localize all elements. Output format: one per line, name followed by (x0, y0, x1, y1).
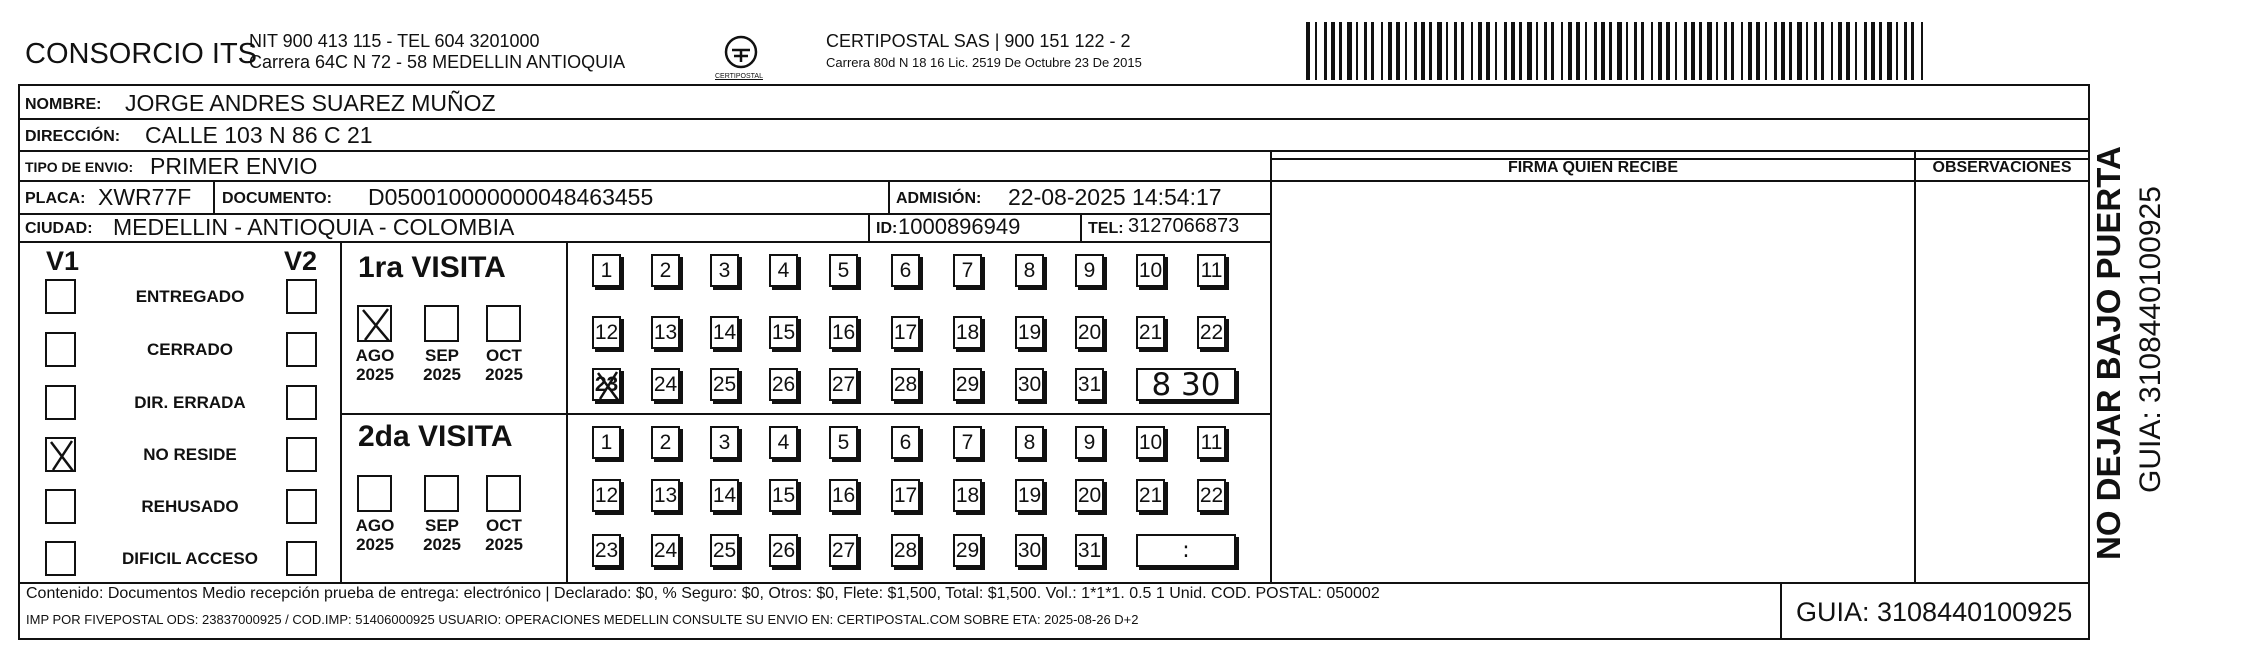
v2-header: V2 (284, 246, 318, 276)
visit1-day-box[interactable]: 2 (651, 254, 680, 287)
tel-value: 3127066873 (1128, 215, 1240, 237)
direccion-label: DIRECCIÓN: (25, 128, 121, 145)
visit2-day-box[interactable]: 31 (1075, 534, 1104, 567)
ciudad-value: MEDELLIN - ANTIOQUIA - COLOMBIA (113, 214, 515, 240)
nombre-value: JORGE ANDRES SUAREZ MUÑOZ (125, 90, 496, 116)
visit2-time-box[interactable]: : (1136, 534, 1236, 567)
v2-checkbox[interactable] (286, 437, 317, 472)
visit1-day-box[interactable]: 15 (769, 316, 798, 349)
visit2-day-box[interactable]: 8 (1015, 426, 1044, 459)
visit2-day-box[interactable]: 9 (1075, 426, 1104, 459)
visit2-day-box[interactable]: 29 (953, 534, 982, 567)
barcode (1306, 22, 1932, 80)
footer-guia: GUIA: 3108440100925 (1796, 597, 2073, 627)
nit-line: NIT 900 413 115 - TEL 604 3201000 (249, 31, 540, 51)
visit1-day-box[interactable]: 13 (651, 316, 680, 349)
visit1-day-box[interactable]: 25 (710, 368, 739, 401)
company-name: CONSORCIO ITS (25, 38, 258, 70)
ciudad-label: CIUDAD: (25, 220, 93, 237)
visit1-day-box[interactable]: 1 (592, 254, 621, 287)
visit2-month-checkbox[interactable] (424, 475, 459, 512)
status-label: CERRADO (147, 340, 233, 359)
visit2-day-box[interactable]: 10 (1136, 426, 1165, 459)
status-label: DIR. ERRADA (134, 393, 246, 412)
v1-checkbox[interactable] (45, 279, 76, 314)
visit1-day-box[interactable]: 19 (1015, 316, 1044, 349)
v1-header: V1 (46, 246, 80, 276)
tipo-envio-value: PRIMER ENVIO (150, 153, 318, 179)
visit2-day-box[interactable]: 7 (953, 426, 982, 459)
visit1-day-box[interactable]: 31 (1075, 368, 1104, 401)
visit1-day-box[interactable]: 8 (1015, 254, 1044, 287)
visit1-day-box[interactable]: 18 (953, 316, 982, 349)
visit2-day-box[interactable]: 27 (829, 534, 858, 567)
v1-checkbox[interactable] (45, 385, 76, 420)
visit2-title: 2da VISITA (358, 420, 513, 453)
visit1-day-box[interactable]: 16 (829, 316, 858, 349)
status-label: DIFICIL ACCESO (121, 549, 258, 568)
v2-checkbox[interactable] (286, 279, 317, 314)
visit1-month-checkbox[interactable] (424, 305, 459, 342)
visit1-day-box[interactable]: 7 (953, 254, 982, 287)
placa-value: XWR77F (98, 184, 192, 210)
tel-label: TEL: (1088, 220, 1124, 237)
admision-value: 22-08-2025 14:54:17 (1008, 184, 1222, 210)
address-line: Carrera 64C N 72 - 58 MEDELLIN ANTIOQUIA (249, 52, 626, 72)
visit2-month-label: SEP 2025 (423, 516, 461, 554)
visit1-day-box[interactable]: 26 (769, 368, 798, 401)
visit2-day-box[interactable]: 15 (769, 479, 798, 512)
visit1-day-box[interactable]: 24 (651, 368, 680, 401)
visit2-day-box[interactable]: 26 (769, 534, 798, 567)
imp-line: IMP POR FIVEPOSTAL ODS: 23837000925 / COD.IMP: 51406000925 USUARIO: OPERACIONES MEDELLIN CONSULTE SU ENVIO EN: CERTIPOSTAL.COM SOBRE ETA: 2025-08-26 D+2 (26, 612, 1139, 627)
documento-value: D050010000000048463455 (368, 184, 654, 210)
visit1-day-box[interactable]: 30 (1015, 368, 1044, 401)
visit2-day-box[interactable]: 20 (1075, 479, 1104, 512)
v2-checkbox[interactable] (286, 541, 317, 576)
visit1-title: 1ra VISITA (358, 251, 506, 284)
visit2-day-box[interactable]: 4 (769, 426, 798, 459)
visit1-day-box[interactable]: 11 (1197, 254, 1226, 287)
status-label: REHUSADO (141, 497, 239, 516)
visit1-day-box[interactable]: 28 (891, 368, 920, 401)
no-dejar-bajo-puerta: NO DEJAR BAJO PUERTA (2090, 146, 2127, 560)
visit1-day-box[interactable]: 14 (710, 316, 739, 349)
visit2-day-box[interactable]: 18 (953, 479, 982, 512)
visit1-day-box[interactable]: 12 (592, 316, 621, 349)
visit2-month-checkbox[interactable] (357, 475, 392, 512)
certipostal-info (826, 31, 1142, 73)
v2-checkbox[interactable] (286, 489, 317, 524)
v1-checkbox[interactable] (45, 332, 76, 367)
visit2-day-box[interactable]: 24 (651, 534, 680, 567)
visit2-day-box[interactable]: 28 (891, 534, 920, 567)
visit1-day-box[interactable]: 4 (769, 254, 798, 287)
company-info (249, 31, 625, 73)
status-label: NO RESIDE (143, 445, 237, 464)
logo-text: CERTIPOSTAL (715, 73, 763, 80)
visit1-day-box[interactable]: 21 (1136, 316, 1165, 349)
visit2-day-box[interactable]: 5 (829, 426, 858, 459)
visit2-day-box[interactable]: 6 (891, 426, 920, 459)
id-label: ID: (876, 220, 898, 237)
nombre-label: NOMBRE: (25, 96, 102, 113)
visit1-month-label: SEP 2025 (423, 346, 461, 384)
visit1-day-box[interactable]: 9 (1075, 254, 1104, 287)
visit1-day-box[interactable]: 5 (829, 254, 858, 287)
visit2-day-box[interactable]: 19 (1015, 479, 1044, 512)
visit2-day-box[interactable]: 1 (592, 426, 621, 459)
visit1-day-box[interactable]: 6 (891, 254, 920, 287)
visit2-month-label: AGO 2025 (355, 516, 395, 554)
visit1-month-label: AGO 2025 (355, 346, 395, 384)
tipo-envio-label: TIPO DE ENVIO: (25, 159, 134, 175)
visit2-day-box[interactable]: 14 (710, 479, 739, 512)
visit2-day-box[interactable]: 13 (651, 479, 680, 512)
visit2-day-box[interactable]: 21 (1136, 479, 1165, 512)
status-label: ENTREGADO (135, 287, 245, 306)
visit2-day-box[interactable]: 23 (592, 534, 621, 567)
visit1-day-box[interactable]: 29 (953, 368, 982, 401)
visit2-day-box[interactable]: 25 (710, 534, 739, 567)
v1-checkbox[interactable] (45, 437, 76, 472)
firma-header: FIRMA QUIEN RECIBE (1507, 159, 1679, 176)
visit2-day-box[interactable]: 30 (1015, 534, 1044, 567)
visit1-month-label: OCT 2025 (485, 346, 523, 384)
visit1-day-box[interactable]: 10 (1136, 254, 1165, 287)
side-guia: GUIA: 3108440100925 (2134, 186, 2167, 493)
certipostal-sub: Carrera 80d N 18 16 Lic. 2519 De Octubre 23 De 2015 (826, 55, 1142, 70)
visit1-month-checkbox[interactable] (357, 305, 392, 342)
visit1-day-box[interactable]: 20 (1075, 316, 1104, 349)
visit2-day-box[interactable]: 2 (651, 426, 680, 459)
visit2-day-box[interactable]: 11 (1197, 426, 1226, 459)
visit2-day-box[interactable]: 22 (1197, 479, 1226, 512)
documento-label: DOCUMENTO: (222, 190, 332, 207)
visit1-day-box[interactable]: 27 (829, 368, 858, 401)
visit2-day-box[interactable]: 16 (829, 479, 858, 512)
placa-label: PLACA: (25, 190, 86, 207)
contenido-line: Contenido: Documentos Medio recepción prueba de entrega: electrónico | Declarado: $0, % Seguro: $0, Otros: $0, Flete: $1,500, Total: $1,500. Vol.: 1*1*1. 0.5 1 Unid. COD. POSTAL: 050002 (26, 585, 1380, 602)
visit1-day-box[interactable]: 17 (891, 316, 920, 349)
visit2-day-box[interactable]: 3 (710, 426, 739, 459)
visit1-month-checkbox[interactable] (486, 305, 521, 342)
visit1-time-box[interactable]: 8 30 (1136, 368, 1236, 401)
certipostal-line: CERTIPOSTAL SAS | 900 151 122 - 2 (826, 31, 1131, 51)
direccion-value: CALLE 103 N 86 C 21 (145, 122, 373, 148)
admision-label: ADMISIÓN: (896, 190, 982, 207)
v2-checkbox[interactable] (286, 385, 317, 420)
visit2-month-checkbox[interactable] (486, 475, 521, 512)
visit2-month-label: OCT 2025 (485, 516, 523, 554)
observaciones-header: OBSERVACIONES (1932, 159, 2072, 176)
certipostal-logo (723, 34, 759, 70)
v1-checkbox[interactable] (45, 541, 76, 576)
visit1-day-box[interactable]: 23 (592, 368, 621, 401)
visit1-day-box[interactable]: 22 (1197, 316, 1226, 349)
visit1-day-box[interactable]: 3 (710, 254, 739, 287)
v1-checkbox[interactable] (45, 489, 76, 524)
visit2-day-box[interactable]: 17 (891, 479, 920, 512)
v2-checkbox[interactable] (286, 332, 317, 367)
id-value: 1000896949 (898, 214, 1021, 239)
visit2-day-box[interactable]: 12 (592, 479, 621, 512)
